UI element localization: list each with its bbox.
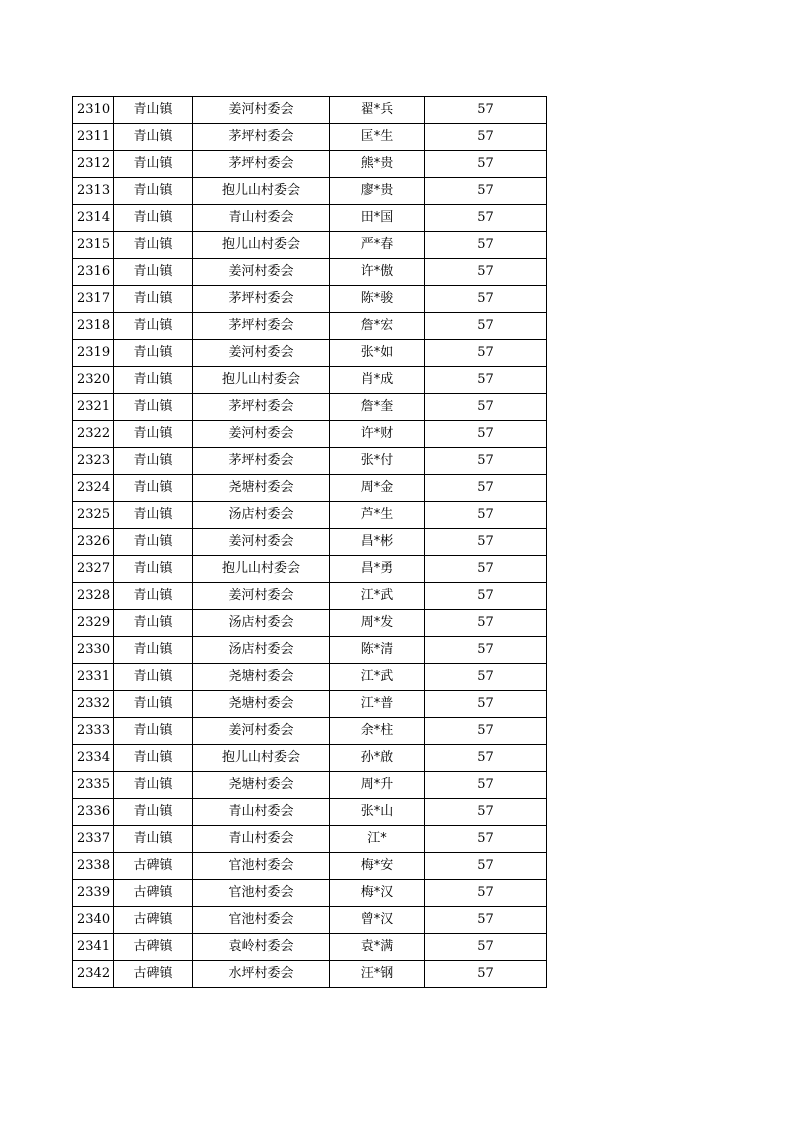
village-committee-cell: 茅坪村委会 bbox=[193, 286, 330, 313]
village-committee-cell: 水坪村委会 bbox=[193, 961, 330, 988]
town-cell: 青山镇 bbox=[114, 502, 193, 529]
amount-cell: 57 bbox=[425, 313, 547, 340]
town-cell: 青山镇 bbox=[114, 313, 193, 340]
amount-cell: 57 bbox=[425, 475, 547, 502]
row-number-cell: 2316 bbox=[73, 259, 114, 286]
amount-cell: 57 bbox=[425, 610, 547, 637]
person-name-cell: 陈*清 bbox=[330, 637, 425, 664]
town-cell: 青山镇 bbox=[114, 259, 193, 286]
town-cell: 青山镇 bbox=[114, 151, 193, 178]
row-number-cell: 2336 bbox=[73, 799, 114, 826]
row-number-cell: 2321 bbox=[73, 394, 114, 421]
row-number-cell: 2311 bbox=[73, 124, 114, 151]
village-committee-cell: 抱儿山村委会 bbox=[193, 178, 330, 205]
village-committee-cell: 姜河村委会 bbox=[193, 421, 330, 448]
row-number-cell: 2315 bbox=[73, 232, 114, 259]
row-number-cell: 2327 bbox=[73, 556, 114, 583]
person-name-cell: 周*发 bbox=[330, 610, 425, 637]
town-cell: 青山镇 bbox=[114, 394, 193, 421]
amount-cell: 57 bbox=[425, 529, 547, 556]
table-row bbox=[73, 232, 547, 259]
amount-cell: 57 bbox=[425, 853, 547, 880]
row-number-cell: 2333 bbox=[73, 718, 114, 745]
person-name-cell: 梅*汉 bbox=[330, 880, 425, 907]
table-row bbox=[73, 556, 547, 583]
person-name-cell: 詹*奎 bbox=[330, 394, 425, 421]
row-number-cell: 2342 bbox=[73, 961, 114, 988]
amount-cell: 57 bbox=[425, 907, 547, 934]
town-cell: 青山镇 bbox=[114, 583, 193, 610]
town-cell: 青山镇 bbox=[114, 124, 193, 151]
town-cell: 青山镇 bbox=[114, 718, 193, 745]
person-name-cell: 许*傲 bbox=[330, 259, 425, 286]
village-committee-cell: 茅坪村委会 bbox=[193, 151, 330, 178]
town-cell: 古碑镇 bbox=[114, 880, 193, 907]
table-row bbox=[73, 826, 547, 853]
village-committee-cell: 抱儿山村委会 bbox=[193, 367, 330, 394]
row-number-cell: 2323 bbox=[73, 448, 114, 475]
person-name-cell: 袁*满 bbox=[330, 934, 425, 961]
row-number-cell: 2329 bbox=[73, 610, 114, 637]
village-committee-cell: 尧塘村委会 bbox=[193, 664, 330, 691]
person-name-cell: 严*春 bbox=[330, 232, 425, 259]
row-number-cell: 2335 bbox=[73, 772, 114, 799]
table-row bbox=[73, 880, 547, 907]
amount-cell: 57 bbox=[425, 232, 547, 259]
table-row bbox=[73, 502, 547, 529]
table-row bbox=[73, 340, 547, 367]
village-committee-cell: 尧塘村委会 bbox=[193, 691, 330, 718]
row-number-cell: 2325 bbox=[73, 502, 114, 529]
table-row bbox=[73, 286, 547, 313]
town-cell: 青山镇 bbox=[114, 232, 193, 259]
village-committee-cell: 官池村委会 bbox=[193, 880, 330, 907]
town-cell: 古碑镇 bbox=[114, 853, 193, 880]
row-number-cell: 2326 bbox=[73, 529, 114, 556]
person-name-cell: 昌*勇 bbox=[330, 556, 425, 583]
person-name-cell: 周*升 bbox=[330, 772, 425, 799]
person-name-cell: 曾*汉 bbox=[330, 907, 425, 934]
table-row bbox=[73, 178, 547, 205]
village-committee-cell: 青山村委会 bbox=[193, 799, 330, 826]
village-committee-cell: 青山村委会 bbox=[193, 205, 330, 232]
person-name-cell: 熊*贵 bbox=[330, 151, 425, 178]
village-committee-cell: 抱儿山村委会 bbox=[193, 745, 330, 772]
amount-cell: 57 bbox=[425, 745, 547, 772]
row-number-cell: 2320 bbox=[73, 367, 114, 394]
row-number-cell: 2334 bbox=[73, 745, 114, 772]
village-committee-cell: 茅坪村委会 bbox=[193, 313, 330, 340]
table-row bbox=[73, 151, 547, 178]
table-row bbox=[73, 448, 547, 475]
table-row bbox=[73, 394, 547, 421]
table-row bbox=[73, 907, 547, 934]
person-name-cell: 昌*彬 bbox=[330, 529, 425, 556]
table-row bbox=[73, 475, 547, 502]
table-row bbox=[73, 529, 547, 556]
person-name-cell: 田*国 bbox=[330, 205, 425, 232]
person-name-cell: 翟*兵 bbox=[330, 97, 425, 124]
town-cell: 青山镇 bbox=[114, 178, 193, 205]
table-row bbox=[73, 583, 547, 610]
table-row bbox=[73, 772, 547, 799]
town-cell: 青山镇 bbox=[114, 826, 193, 853]
amount-cell: 57 bbox=[425, 286, 547, 313]
row-number-cell: 2339 bbox=[73, 880, 114, 907]
person-name-cell: 芦*生 bbox=[330, 502, 425, 529]
person-name-cell: 张*付 bbox=[330, 448, 425, 475]
amount-cell: 57 bbox=[425, 826, 547, 853]
row-number-cell: 2324 bbox=[73, 475, 114, 502]
person-name-cell: 张*如 bbox=[330, 340, 425, 367]
table-row bbox=[73, 961, 547, 988]
table-row bbox=[73, 124, 547, 151]
row-number-cell: 2322 bbox=[73, 421, 114, 448]
village-committee-cell: 官池村委会 bbox=[193, 907, 330, 934]
row-number-cell: 2313 bbox=[73, 178, 114, 205]
person-name-cell: 周*金 bbox=[330, 475, 425, 502]
village-committee-cell: 袁岭村委会 bbox=[193, 934, 330, 961]
person-name-cell: 江*武 bbox=[330, 664, 425, 691]
amount-cell: 57 bbox=[425, 502, 547, 529]
amount-cell: 57 bbox=[425, 367, 547, 394]
person-name-cell: 江*武 bbox=[330, 583, 425, 610]
amount-cell: 57 bbox=[425, 124, 547, 151]
town-cell: 青山镇 bbox=[114, 556, 193, 583]
row-number-cell: 2331 bbox=[73, 664, 114, 691]
person-name-cell: 肖*成 bbox=[330, 367, 425, 394]
amount-cell: 57 bbox=[425, 961, 547, 988]
town-cell: 青山镇 bbox=[114, 340, 193, 367]
town-cell: 青山镇 bbox=[114, 421, 193, 448]
amount-cell: 57 bbox=[425, 772, 547, 799]
town-cell: 青山镇 bbox=[114, 664, 193, 691]
town-cell: 古碑镇 bbox=[114, 907, 193, 934]
village-committee-cell: 汤店村委会 bbox=[193, 637, 330, 664]
village-committee-cell: 青山村委会 bbox=[193, 826, 330, 853]
village-committee-cell: 官池村委会 bbox=[193, 853, 330, 880]
town-cell: 古碑镇 bbox=[114, 934, 193, 961]
village-committee-cell: 汤店村委会 bbox=[193, 610, 330, 637]
village-committee-cell: 姜河村委会 bbox=[193, 583, 330, 610]
person-name-cell: 余*柱 bbox=[330, 718, 425, 745]
person-name-cell: 汪*钢 bbox=[330, 961, 425, 988]
town-cell: 青山镇 bbox=[114, 772, 193, 799]
table-row bbox=[73, 259, 547, 286]
row-number-cell: 2314 bbox=[73, 205, 114, 232]
row-number-cell: 2312 bbox=[73, 151, 114, 178]
row-number-cell: 2317 bbox=[73, 286, 114, 313]
amount-cell: 57 bbox=[425, 934, 547, 961]
person-name-cell: 詹*宏 bbox=[330, 313, 425, 340]
village-committee-cell: 尧塘村委会 bbox=[193, 475, 330, 502]
row-number-cell: 2318 bbox=[73, 313, 114, 340]
amount-cell: 57 bbox=[425, 664, 547, 691]
amount-cell: 57 bbox=[425, 97, 547, 124]
data-table bbox=[72, 96, 547, 988]
town-cell: 青山镇 bbox=[114, 286, 193, 313]
table-row bbox=[73, 610, 547, 637]
town-cell: 青山镇 bbox=[114, 691, 193, 718]
table-row bbox=[73, 97, 547, 124]
row-number-cell: 2310 bbox=[73, 97, 114, 124]
row-number-cell: 2337 bbox=[73, 826, 114, 853]
person-name-cell: 孙*啟 bbox=[330, 745, 425, 772]
table-row bbox=[73, 934, 547, 961]
town-cell: 青山镇 bbox=[114, 367, 193, 394]
table-row bbox=[73, 421, 547, 448]
amount-cell: 57 bbox=[425, 880, 547, 907]
table-row bbox=[73, 367, 547, 394]
amount-cell: 57 bbox=[425, 637, 547, 664]
person-name-cell: 匡*生 bbox=[330, 124, 425, 151]
document-page bbox=[72, 96, 546, 988]
village-committee-cell: 姜河村委会 bbox=[193, 97, 330, 124]
row-number-cell: 2340 bbox=[73, 907, 114, 934]
village-committee-cell: 姜河村委会 bbox=[193, 340, 330, 367]
amount-cell: 57 bbox=[425, 259, 547, 286]
table-row bbox=[73, 691, 547, 718]
table-row bbox=[73, 664, 547, 691]
amount-cell: 57 bbox=[425, 556, 547, 583]
person-name-cell: 张*山 bbox=[330, 799, 425, 826]
amount-cell: 57 bbox=[425, 799, 547, 826]
village-committee-cell: 茅坪村委会 bbox=[193, 394, 330, 421]
table-row bbox=[73, 637, 547, 664]
amount-cell: 57 bbox=[425, 718, 547, 745]
town-cell: 青山镇 bbox=[114, 529, 193, 556]
amount-cell: 57 bbox=[425, 178, 547, 205]
amount-cell: 57 bbox=[425, 151, 547, 178]
village-committee-cell: 茅坪村委会 bbox=[193, 124, 330, 151]
table-row bbox=[73, 853, 547, 880]
table-row bbox=[73, 205, 547, 232]
town-cell: 青山镇 bbox=[114, 97, 193, 124]
town-cell: 青山镇 bbox=[114, 448, 193, 475]
town-cell: 青山镇 bbox=[114, 637, 193, 664]
amount-cell: 57 bbox=[425, 205, 547, 232]
village-committee-cell: 姜河村委会 bbox=[193, 718, 330, 745]
amount-cell: 57 bbox=[425, 394, 547, 421]
amount-cell: 57 bbox=[425, 583, 547, 610]
town-cell: 青山镇 bbox=[114, 745, 193, 772]
amount-cell: 57 bbox=[425, 691, 547, 718]
table-row bbox=[73, 718, 547, 745]
village-committee-cell: 姜河村委会 bbox=[193, 259, 330, 286]
table-row bbox=[73, 799, 547, 826]
table-row bbox=[73, 313, 547, 340]
village-committee-cell: 姜河村委会 bbox=[193, 529, 330, 556]
village-committee-cell: 尧塘村委会 bbox=[193, 772, 330, 799]
village-committee-cell: 汤店村委会 bbox=[193, 502, 330, 529]
table-body bbox=[73, 97, 547, 988]
row-number-cell: 2319 bbox=[73, 340, 114, 367]
town-cell: 古碑镇 bbox=[114, 961, 193, 988]
person-name-cell: 廖*贵 bbox=[330, 178, 425, 205]
village-committee-cell: 抱儿山村委会 bbox=[193, 232, 330, 259]
person-name-cell: 陈*骏 bbox=[330, 286, 425, 313]
amount-cell: 57 bbox=[425, 448, 547, 475]
person-name-cell: 江*普 bbox=[330, 691, 425, 718]
town-cell: 青山镇 bbox=[114, 610, 193, 637]
town-cell: 青山镇 bbox=[114, 799, 193, 826]
town-cell: 青山镇 bbox=[114, 205, 193, 232]
row-number-cell: 2328 bbox=[73, 583, 114, 610]
person-name-cell: 梅*安 bbox=[330, 853, 425, 880]
table-row bbox=[73, 745, 547, 772]
person-name-cell: 江* bbox=[330, 826, 425, 853]
row-number-cell: 2332 bbox=[73, 691, 114, 718]
amount-cell: 57 bbox=[425, 340, 547, 367]
row-number-cell: 2341 bbox=[73, 934, 114, 961]
row-number-cell: 2330 bbox=[73, 637, 114, 664]
village-committee-cell: 茅坪村委会 bbox=[193, 448, 330, 475]
town-cell: 青山镇 bbox=[114, 475, 193, 502]
village-committee-cell: 抱儿山村委会 bbox=[193, 556, 330, 583]
amount-cell: 57 bbox=[425, 421, 547, 448]
person-name-cell: 许*财 bbox=[330, 421, 425, 448]
row-number-cell: 2338 bbox=[73, 853, 114, 880]
